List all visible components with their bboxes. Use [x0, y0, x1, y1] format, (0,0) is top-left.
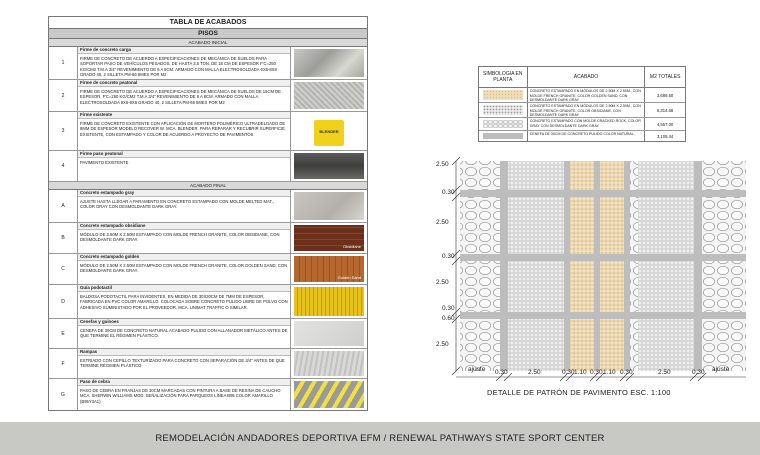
table-row — [49, 223, 367, 254]
legend-symbol — [479, 131, 528, 141]
row-code: C — [49, 254, 78, 284]
table-row — [49, 112, 367, 151]
dimension-label: 0.30 — [692, 369, 705, 376]
polished-concrete-swatch — [294, 321, 364, 346]
table-row — [49, 319, 367, 349]
legend-col-finish: ACABADO — [528, 67, 646, 87]
row-code: B — [49, 223, 78, 253]
asphalt-swatch — [294, 153, 364, 179]
row-body — [78, 223, 291, 253]
legend-symbol — [479, 103, 528, 117]
legend-symbol — [479, 88, 528, 102]
dimension-label: 0.30 — [442, 189, 455, 196]
concrete-swatch — [294, 49, 364, 77]
dimension-label: 0.60 — [442, 315, 455, 322]
footer-bar — [0, 422, 760, 455]
row-description: PAVIMENTO EXISTENTE — [80, 160, 129, 165]
dimension-label: 1.10 — [574, 369, 587, 376]
row-description: MÓDULO DE 2.50M X 2.50M ESTAMPADO CON MOLDE FRENCH GRANITE, COLOR OBSIDIANE, CON DESMOLDANTE DARK GRAY. — [80, 232, 280, 243]
row-heading: Concreto estampado obsidiane — [78, 223, 290, 230]
legend-area: 3,105.44 — [656, 133, 674, 139]
legend-finish: CONCRETO ESTAMPADO CON MOLDE CRACKED ROCK, COLOR GRAY CON DESMOLDANTE DARK GRAY. — [528, 118, 645, 130]
legend-row — [479, 103, 685, 118]
dimension-label: 0.30 — [442, 305, 455, 312]
row-body — [78, 285, 291, 318]
row-description: BALDOSA PODOTACTIL PARA INVIDENTES, EN MEDIDA DE 30X30CM DE 7MM DE ESPESOR, FABRICADA EN PVC COLOR AMARILLO. COLOCADA SOBRE CONCRETO PULIDO LIBRE DE POLVO CON ADHESIVO SUMINISTADO POR EL PROVEEDOR. MCA. UNIMAT TRAFFIC O SIMILAR. — [80, 294, 288, 310]
dimension-label: 2.50 — [436, 279, 449, 286]
legend-symbol — [479, 118, 528, 130]
table-row — [49, 254, 367, 285]
legend-area: 6,314.68 — [656, 107, 674, 113]
row-image — [291, 379, 367, 410]
row-image — [291, 349, 367, 378]
table-row — [49, 80, 367, 112]
legend-area: 3,689.50 — [656, 92, 674, 98]
row-description: MÓDULO DE 2.50M X 2.50M ESTAMPADO CON MOLDE FRENCH GRANITE, COLOR GOLDEN SAND, CON DESMOLDANTE DARK GRAY. — [80, 263, 288, 274]
row-body — [78, 112, 291, 150]
bag-label: BLENDER — [319, 129, 339, 134]
row-code: A — [49, 190, 78, 222]
dimension-label: ajuste — [468, 366, 486, 373]
row-description: AJUSTE HASTA LLEGAR A PARAMENTO EN CONCRETO ESTAMPADO CON MOLDE MELTED MAT., COLOR GRAY CON DESMOLDANTE DARK GRAY. — [80, 199, 274, 210]
legend-area: 4,557.00 — [656, 121, 674, 127]
golden-pattern-icon — [483, 90, 523, 100]
row-body — [78, 349, 291, 378]
table-title: TABLA DE ACABADOS — [49, 17, 367, 29]
legend-header — [479, 67, 685, 88]
legend-finish: CONCRETO ESTAMPADO EN MÓDULOS DE 2.50M X 2.50M., CON MOLDE FRENCH GRANITE, COLOR OBSIDIANE, CON DESMOLDANTE DARK GRAY. — [528, 103, 645, 117]
tactile-tile-swatch — [294, 287, 364, 316]
swatch-label: Golden Sand — [337, 275, 361, 280]
zebra-crossing-swatch — [294, 381, 364, 408]
gray-swatch — [294, 192, 364, 220]
row-code: 3 — [49, 112, 78, 150]
row-image — [291, 285, 367, 318]
obsidiane-pattern-icon — [483, 105, 523, 115]
obsidiane-swatch — [294, 225, 364, 251]
row-description: PASO DE CEBRA EN FRANJAS DE 30CM MARCADAS CON PINTURA A BASE DE RESINA DE CAUCHO MCA. SHERWIN WILLIAMS MOD. SEÑALIZACIÓN PARA PARQUEOS LÍNEA B95 COLOR AMARILLO (B95Y3A1) — [80, 388, 281, 404]
footer-text: REMODELACIÓN ANDADORES DEPORTIVA EFM / RENEWAL PATHWAYS STATE SPORT CENTER — [155, 433, 605, 444]
swatch-label: Obsidiane — [342, 244, 361, 249]
dimension-label: 0.30 — [442, 253, 455, 260]
legend-table — [478, 66, 686, 142]
cracked-rock-pattern-icon — [483, 120, 523, 128]
dimension-label: 1.10 — [603, 369, 616, 376]
row-description: CENEFA DE 30CM DE CONCRETO NATURAL ACABADO PULIDO CON ALLANADOR METÁLICO ANTES DE QUE TERMINE EL RÉGIMEN PLÁSTICO. — [80, 328, 288, 339]
row-body — [78, 151, 291, 181]
row-body — [78, 190, 291, 222]
row-heading: Firme de concreto peatonal — [78, 80, 290, 87]
row-heading: Firme de concreto carga — [78, 47, 290, 54]
pattern-drawing — [436, 155, 756, 395]
mortar-bag-icon — [314, 120, 344, 146]
dimension-label: 0.30 — [590, 369, 603, 376]
table-row — [49, 379, 367, 410]
row-code: G — [49, 379, 78, 410]
row-image — [291, 190, 367, 222]
border-pattern-icon — [483, 133, 523, 139]
table-row — [49, 151, 367, 182]
row-image — [291, 254, 367, 284]
row-code: F — [49, 349, 78, 378]
legend-row — [479, 88, 685, 103]
border-band — [460, 254, 746, 261]
dimension-label: 2.50 — [528, 369, 541, 376]
legend-finish: CENEFA DE 30CM DE CONCRETO PULIDO COLOR NATURAL. — [528, 131, 645, 141]
row-heading: Concreto estampado gray — [78, 190, 290, 197]
table-subtitle: PISOS — [49, 29, 367, 39]
legend-row — [479, 131, 685, 141]
row-image — [291, 319, 367, 348]
plan-title: DETALLE DE PATRÓN DE PAVIMENTO ESC. 1:100 — [487, 388, 671, 397]
border-band — [460, 312, 746, 319]
brushed-concrete-swatch — [294, 351, 364, 376]
row-code: 4 — [49, 151, 78, 181]
row-body — [78, 47, 291, 79]
row-description: FIRME DE CONCRETO DE ACUERDO A ESPECIFICACIONES DE MECÁNICA DE SUELOS DE 15CM DE ESPESOR. F'C=250 KG/CM2 T.M.A 3/4" REVENIMIENTO DE 6 A 8CM. ARMADO CON MALLA ELECTROSOLDADA 6X6-8X8 GRADO 40, 2 SILLETA PM-66 5MEX POR M2 — [80, 89, 281, 105]
legend-col-symbol: SIMBOLOGIA EN PLANTA — [479, 67, 528, 87]
row-heading: Firme paso peatonal — [78, 151, 290, 158]
dimension-label: 2.50 — [436, 341, 449, 348]
row-body — [78, 254, 291, 284]
row-heading: Guía podotactil — [78, 285, 290, 292]
row-image — [291, 151, 367, 181]
legend-row — [479, 118, 685, 131]
row-heading: Paso de cebra — [78, 379, 290, 386]
table-row — [49, 285, 367, 319]
row-description: FIRME DE CONCRETO DE ACUERDO A ESPECIFICACIONES DE MECÁNICA DE SUELOS PARA SOPORTAR PASO DE VEHÍCULOS PESADOS. DE HASTA 3.5 TON. DE 18 CM DE ESPESOR F'C=250 KG/CM2 T.M.A 3/4" REVENIMIENTO DE 6 A 8CM. ARMADO CON MALLA ELECTROSOLDADA 6X6-8X8 GRADO 40, 2 SILLETA PM-66 5MEX POR M2 — [80, 56, 277, 78]
section-initial: ACABADO INICIAL — [49, 39, 367, 47]
table-row — [49, 47, 367, 80]
dimension-label: 0.30 — [620, 369, 633, 376]
legend-finish: CONCRETO ESTAMPADO EN MÓDULOS DE 2.50M X 2.50M., CON MOLDE FRENCH GRANITE, COLOR GOLDEN SAND, CON DESMOLDANTE DARK GRAY. — [528, 88, 645, 102]
row-code: 2 — [49, 80, 78, 111]
row-code: 1 — [49, 47, 78, 79]
row-image — [291, 112, 367, 150]
dimension-label: 2.50 — [436, 219, 449, 226]
row-description: FIRME DE CONCRETO EXISTENTE CON APLICACIÓN DE MORTERO POLIMÉRICO ULTRADELGADO DE 8MM DE ESPESOR MODELO RECOVER W. MCA. BLENDER. PARA REPARAR Y RECUBRIR SUPERFICIE EXISTENTE, CON ESTAMPADO Y COLOR DE ACUERDO A PROYECTO DE PAVIMENTOS — [80, 121, 286, 137]
row-heading: Cenefas y guinoes — [78, 319, 290, 326]
legend-col-area: M2 TOTALES — [649, 74, 681, 80]
dimension-label: ajuste — [712, 366, 730, 373]
row-code: D — [49, 285, 78, 318]
section-final: ACABADO FINAL — [49, 182, 367, 190]
row-heading: Rampas — [78, 349, 290, 356]
row-body — [78, 319, 291, 348]
golden-sand-swatch — [294, 256, 364, 282]
border-band — [460, 190, 746, 197]
dimension-label: 0.30 — [562, 369, 575, 376]
row-code: E — [49, 319, 78, 348]
dimension-label: 2.50 — [436, 161, 449, 168]
row-body — [78, 379, 291, 410]
row-heading: Firme existente — [78, 112, 290, 119]
row-image — [291, 47, 367, 79]
row-image — [291, 80, 367, 111]
table-row — [49, 190, 367, 223]
table-row — [49, 349, 367, 379]
row-heading: Concreto estampado golden — [78, 254, 290, 261]
dimension-label: 0.30 — [495, 369, 508, 376]
row-image — [291, 223, 367, 253]
finishes-table — [48, 16, 368, 411]
dimension-label: 2.50 — [658, 369, 671, 376]
row-description: ESTRIADO CON CEPILLO TEXTURIZADO PARA CONCRETO CON SEPARACIÓN DE 3/4" ANTES DE QUE TERMINE RÉGIMEN PLÁSTICO. — [80, 358, 285, 369]
row-body — [78, 80, 291, 111]
concrete-swatch — [294, 82, 364, 109]
pavement-pattern-plan — [436, 155, 756, 395]
